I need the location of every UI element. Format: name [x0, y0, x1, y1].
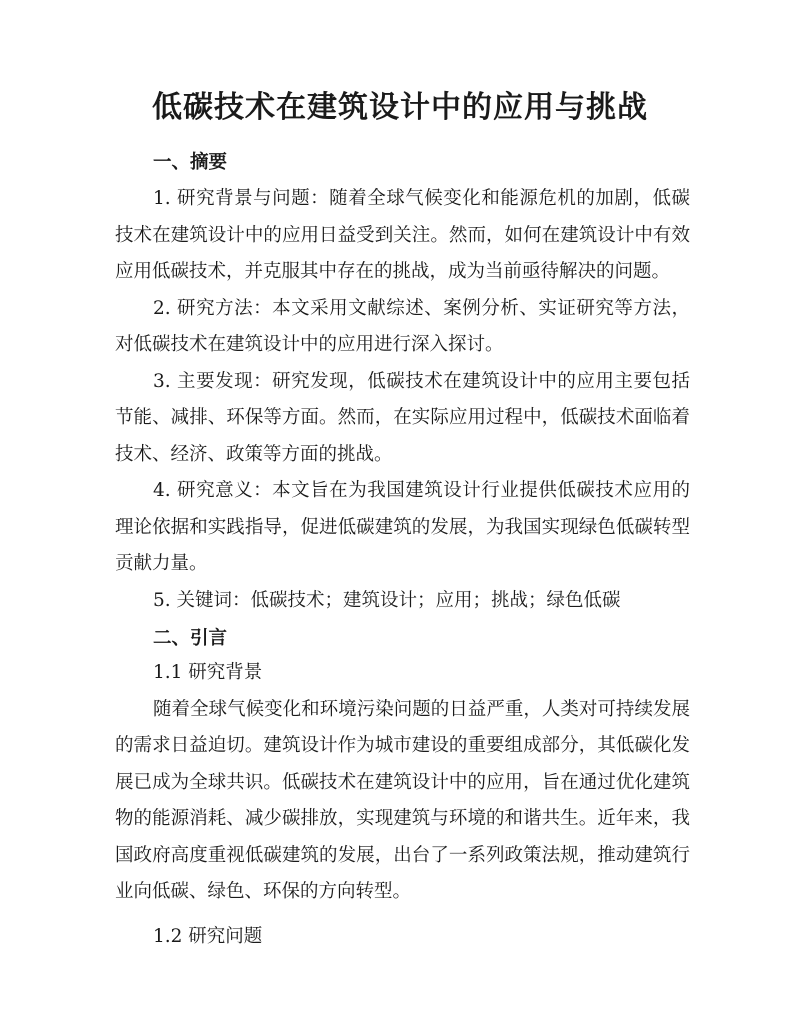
abstract-paragraph-5: 5. 关键词：低碳技术；建筑设计；应用；挑战；绿色低碳	[153, 589, 621, 611]
section-heading-abstract: 一、摘要	[153, 152, 228, 173]
document-title: 低碳技术在建筑设计中的应用与挑战	[152, 90, 648, 125]
abstract-paragraph-4: 4. 研究意义：本文旨在为我国建筑设计行业提供低碳技术应用的理论依据和实践指导，促进低碳建筑的发展，为我国实现绿色低碳转型贡献力量。	[115, 480, 690, 574]
document-body	[115, 146, 690, 955]
background-paragraph: 随着全球气候变化和环境污染问题的日益严重，人类对可持续发展的需求日益迫切。建筑设计作为城市建设的重要组成部分，其低碳化发展已成为全球共识。低碳技术在建筑设计中的应用，旨在通过优化建筑物的能源消耗、减少碳排放，实现建筑与环境的和谐共生。近年来，我国政府高度重视低碳建筑的发展，出台了一系列政策法规，推动建筑行业向低碳、绿色、环保的方向转型。	[115, 698, 690, 902]
abstract-paragraph-2: 2. 研究方法：本文采用文献综述、案例分析、实证研究等方法，对低碳技术在建筑设计中的应用进行深入探讨。	[115, 297, 690, 355]
subsection-heading-background: 1.1 研究背景	[153, 662, 263, 683]
subsection-heading-research-question: 1.2 研究问题	[153, 925, 263, 947]
section-heading-introduction: 二、引言	[153, 628, 228, 649]
abstract-paragraph-1: 1. 研究背景与问题：随着全球气候变化和能源危机的加剧，低碳技术在建筑设计中的应用日益受到关注。然而，如何在建筑设计中有效应用低碳技术，并克服其中存在的挑战，成为当前亟待解决的问题。	[115, 188, 690, 282]
abstract-paragraph-3: 3. 主要发现：研究发现，低碳技术在建筑设计中的应用主要包括节能、减排、环保等方面。然而，在实际应用过程中，低碳技术面临着技术、经济、政策等方面的挑战。	[115, 370, 690, 465]
